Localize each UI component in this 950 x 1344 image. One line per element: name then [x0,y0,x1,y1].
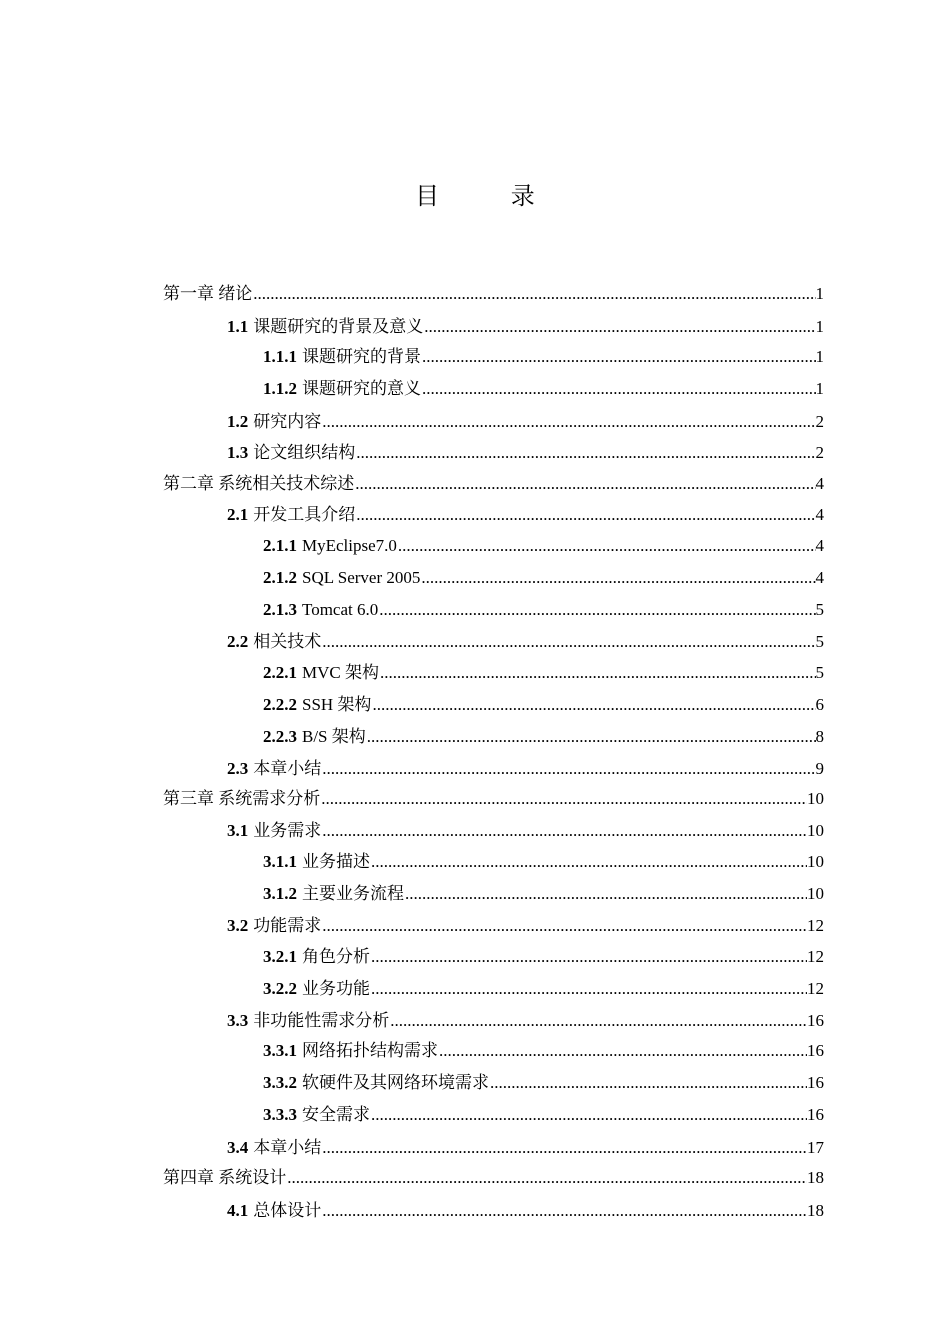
toc-entry[interactable] [163,979,824,999]
toc-dot-leader [322,412,815,432]
toc-entry[interactable] [163,1105,824,1125]
toc-entry-page: 5 [815,663,824,682]
toc-dot-leader [422,347,816,367]
toc-dot-leader [367,727,816,747]
toc-entry-number: 2.2 [227,632,249,651]
toc-dot-leader [379,600,815,620]
toc-entry-page: 4 [815,474,824,493]
toc-entry-label: SQL Server 2005 [302,568,421,587]
toc-entry-label: 总体设计 [253,1201,322,1220]
toc-entry-page: 6 [815,695,824,714]
toc-entry-page: 8 [815,727,824,746]
toc-entry[interactable] [163,568,824,588]
toc-entry[interactable] [163,695,824,715]
toc-entry-label: 第二章 系统相关技术综述 [163,474,355,493]
toc-entry[interactable] [163,852,824,872]
toc-entry-label: 第四章 系统设计 [163,1168,287,1187]
toc-dot-leader [322,916,807,936]
toc-dot-leader [405,884,807,904]
toc-dot-leader [322,821,807,841]
toc-dot-leader [398,536,816,556]
toc-entry[interactable] [163,916,824,936]
toc-entry-label: 非功能性需求分析 [253,1011,390,1030]
toc-entry-label: 业务描述 [302,852,370,871]
toc-entry-label: 课题研究的背景 [302,347,421,366]
toc-dot-leader [371,852,807,872]
toc-dot-leader [439,1041,807,1061]
toc-entry-page: 12 [807,979,824,998]
toc-entry[interactable] [163,759,824,779]
toc-entry[interactable] [163,821,824,841]
toc-entry-number: 3.3.1 [263,1041,297,1060]
toc-entry-page: 16 [807,1073,824,1092]
toc-entry-label: 相关技术 [253,632,322,651]
toc-entry-number: 3.3.3 [263,1105,297,1124]
toc-entry-number: 3.1 [227,821,249,840]
toc-dot-leader [322,759,815,779]
toc-entry-page: 9 [815,759,824,778]
toc-dot-leader [371,947,807,967]
toc-entry-label: 课题研究的意义 [302,379,421,398]
toc-dot-leader [490,1073,807,1093]
toc-entry-number: 2.1.3 [263,600,297,619]
toc-entry-label: 软硬件及其网络环境需求 [302,1073,489,1092]
toc-entry-label: 第三章 系统需求分析 [163,789,321,808]
toc-entry[interactable] [163,443,824,463]
toc-entry[interactable] [163,947,824,967]
toc-entry[interactable] [163,789,824,809]
toc-dot-leader [322,1201,807,1221]
toc-entry-label: 研究内容 [253,412,322,431]
toc-entry-number: 3.1.1 [263,852,297,871]
toc-entry-number: 2.2.2 [263,695,297,714]
toc-entry[interactable] [163,727,824,747]
toc-entry-page: 1 [815,317,824,336]
toc-entry-page: 2 [815,412,824,431]
toc-entry-label: 主要业务流程 [302,884,404,903]
toc-dot-leader [356,443,815,463]
toc-entry-number: 2.1.1 [263,536,297,555]
toc-entry-page: 1 [815,347,824,366]
toc-dot-leader [322,1138,807,1158]
toc-entry-page: 4 [815,536,824,555]
toc-entry-number: 1.2 [227,412,249,431]
toc-entry-page: 12 [807,947,824,966]
toc-dot-leader [371,1105,807,1125]
toc-entry-page: 18 [807,1201,824,1220]
toc-entry-label: 第一章 绪论 [163,284,253,303]
toc-entry[interactable] [163,412,824,432]
toc-entry-label: 本章小结 [253,1138,322,1157]
toc-entry-label: 课题研究的背景及意义 [253,317,424,336]
toc-dot-leader [372,695,815,715]
toc-dot-leader [390,1011,807,1031]
toc-entry-label: SSH 架构 [302,695,372,714]
toc-dot-leader [356,505,815,525]
toc-entry-number: 1.3 [227,443,249,462]
toc-entry-number: 3.1.2 [263,884,297,903]
toc-dot-leader [380,663,816,683]
toc-entry[interactable] [163,284,824,304]
toc-entry-number: 2.3 [227,759,249,778]
toc-dot-leader [253,284,815,304]
toc-entry[interactable] [163,1041,824,1061]
toc-entry-page: 10 [807,884,824,903]
toc-entry-page: 16 [807,1105,824,1124]
toc-entry-page: 1 [815,284,824,303]
toc-dot-leader [422,379,816,399]
toc-dot-leader [371,979,807,999]
toc-dot-leader [287,1168,807,1188]
toc-dot-leader [322,632,815,652]
toc-entry-page: 10 [807,821,824,840]
toc-entry-label: 本章小结 [253,759,322,778]
toc-entry-number: 2.2.1 [263,663,297,682]
toc-entry-label: 开发工具介绍 [253,505,356,524]
toc-entry[interactable] [163,600,824,620]
toc-entry-page: 16 [807,1011,824,1030]
toc-entry-number: 1.1.1 [263,347,297,366]
toc-entry[interactable] [163,1168,824,1188]
page-title: 目 录 [415,182,567,210]
toc-entry[interactable] [163,632,824,652]
toc-dot-leader [321,789,807,809]
toc-entry-page: 18 [807,1168,824,1187]
toc-dot-leader [355,474,815,494]
toc-entry[interactable] [163,1011,824,1031]
toc-entry-page: 1 [815,379,824,398]
toc-entry-page: 10 [807,789,824,808]
toc-entry-number: 1.1.2 [263,379,297,398]
toc-entry-page: 4 [815,568,824,587]
toc-entry[interactable] [163,317,824,337]
toc-entry-label: B/S 架构 [302,727,366,746]
toc-entry-number: 2.1 [227,505,249,524]
toc-entry[interactable] [163,379,824,399]
toc-entry-number: 2.1.2 [263,568,297,587]
toc-entry-page: 12 [807,916,824,935]
toc-entry-label: Tomcat 6.0 [302,600,379,619]
toc-entry-page: 5 [815,632,824,651]
toc-entry-label: 角色分析 [302,947,370,966]
toc-dot-leader [421,568,815,588]
toc-entry-page: 10 [807,852,824,871]
toc-entry-number: 3.3.2 [263,1073,297,1092]
toc-entry[interactable] [163,1073,824,1093]
toc-entry-label: 业务功能 [302,979,370,998]
toc-entry-page: 16 [807,1041,824,1060]
toc-entry[interactable] [163,536,824,556]
toc-entry-label: MyEclipse7.0 [302,536,397,555]
toc-entry[interactable] [163,347,824,367]
toc-entry-number: 3.4 [227,1138,249,1157]
toc-entry-page: 17 [807,1138,824,1157]
toc-entry-label: 网络拓扑结构需求 [302,1041,438,1060]
toc-entry-number: 3.2 [227,916,249,935]
toc-dot-leader [424,317,815,337]
toc-entry-number: 3.2.1 [263,947,297,966]
toc-entry-number: 3.3 [227,1011,249,1030]
toc-entry[interactable] [163,505,824,525]
toc-entry[interactable] [163,663,824,683]
toc-entry-label: 功能需求 [253,916,322,935]
toc-entry-label: 安全需求 [302,1105,370,1124]
toc-entry-page: 4 [815,505,824,524]
toc-entry-label: 论文组织结构 [253,443,356,462]
toc-entry-label: 业务需求 [253,821,322,840]
toc-entry-number: 2.2.3 [263,727,297,746]
toc-entry-number: 3.2.2 [263,979,297,998]
toc-entry-number: 4.1 [227,1201,249,1220]
toc-entry-number: 1.1 [227,317,249,336]
toc-entry[interactable] [163,1201,824,1221]
toc-entry[interactable] [163,1138,824,1158]
toc-entry[interactable] [163,474,824,494]
toc-entry[interactable] [163,884,824,904]
toc-entry-page: 5 [815,600,824,619]
toc-entry-page: 2 [815,443,824,462]
toc-entry-label: MVC 架构 [302,663,379,682]
